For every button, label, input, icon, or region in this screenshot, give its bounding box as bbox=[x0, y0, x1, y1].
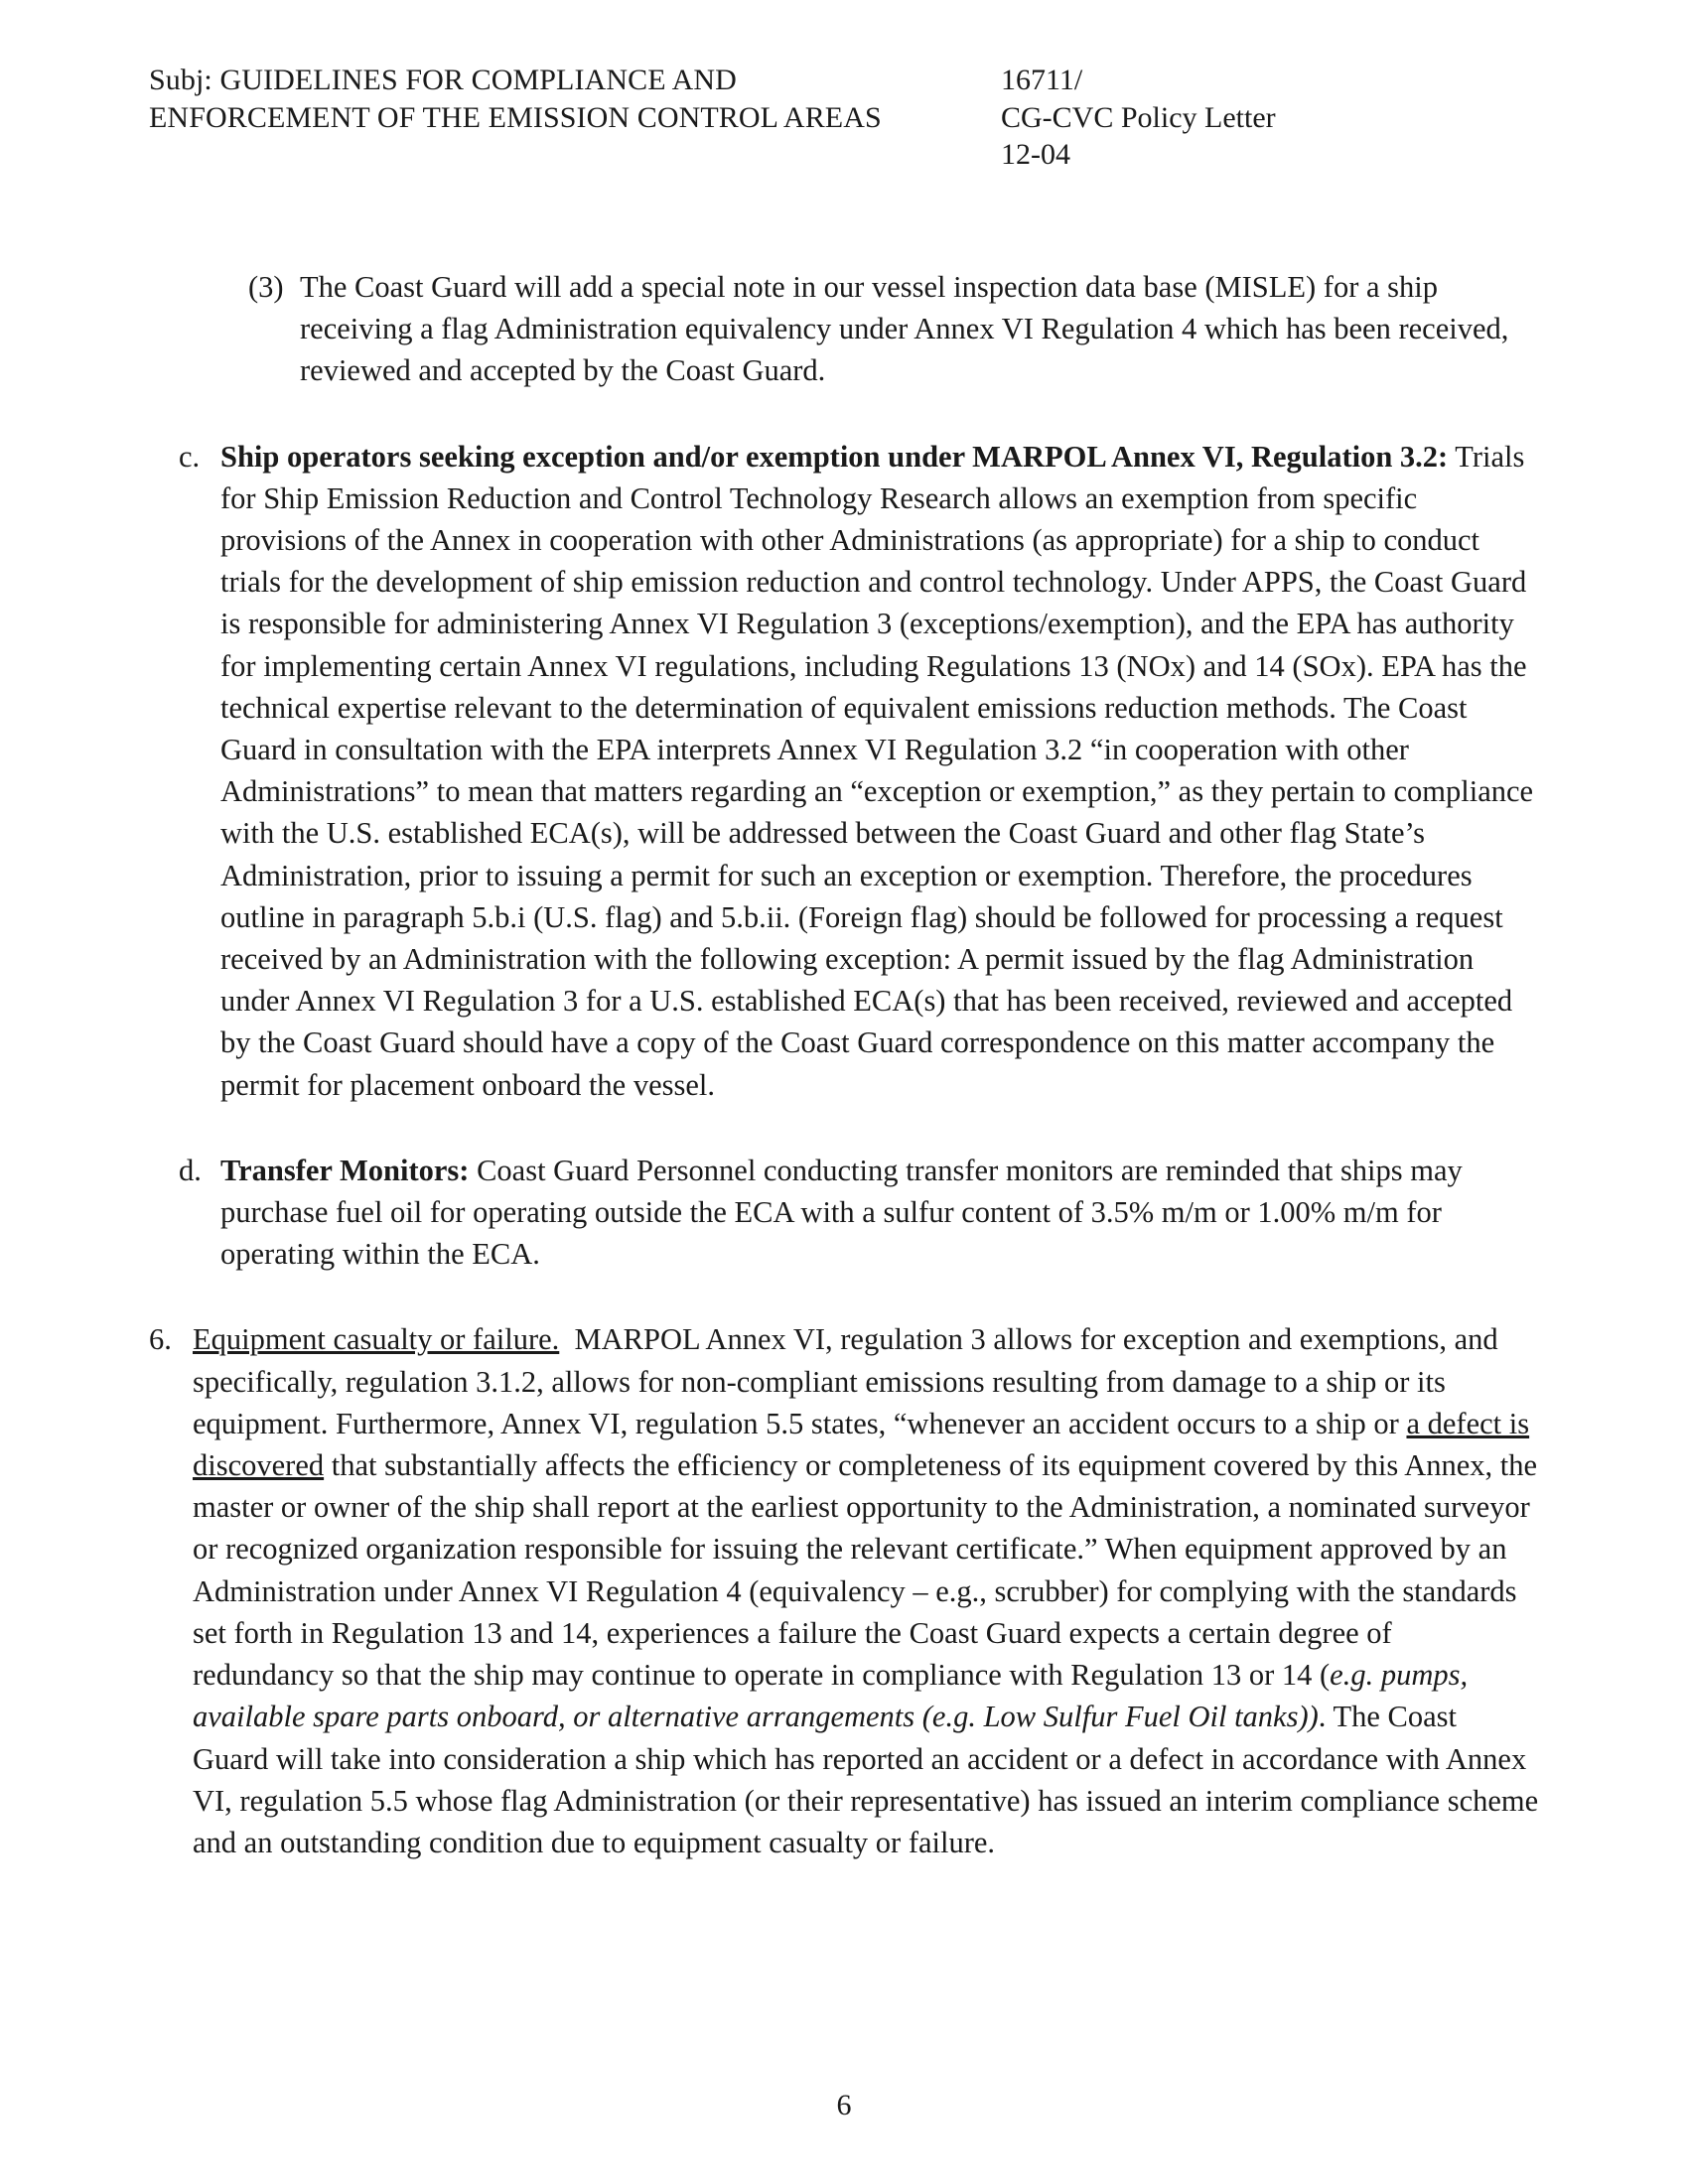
list-item-c bbox=[179, 436, 1539, 1106]
list-item-6 bbox=[149, 1318, 1539, 1863]
item-6-text-part-3: . The Coast Guard will take into consideration a ship which has reported an accident or a defect in accordance with Annex VI, regulation 5.5 whose flag Administration (or their representative) has issued an interim compliance scheme and an outstanding condition due to equipment casualty or failure. bbox=[193, 1700, 1539, 1859]
item-6-underlined-lead: Equipment casualty or failure. bbox=[193, 1322, 560, 1357]
list-item-body bbox=[220, 1150, 1539, 1276]
subject-line-1: Subj: GUIDELINES FOR COMPLIANCE AND bbox=[149, 64, 737, 96]
list-item-text: The Coast Guard will add a special note in our vessel inspection data base (MISLE) for a ship receiving a flag Administration equivalency under Annex VI Regulation 4 which has been received, reviewed and accepted by the Coast Guard. bbox=[300, 270, 1509, 388]
page-header bbox=[149, 62, 1539, 174]
item-6-italic-phrase: e.g. pumps, available spare parts onboard, or alternative arrangements (e.g. Low Sulfur Fuel Oil tanks)) bbox=[193, 1658, 1469, 1734]
list-item-body bbox=[220, 436, 1539, 1106]
item-c-text: Trials for Ship Emission Reduction and Control Technology Research allows an exemption from specific provisions of the Annex in cooperation with other Administrations (as appropriate) for a ship to conduct trials for the development of ship emission reduction and control technology. Under APPS, the Coast Guard is responsible for administering Annex VI Regulation 3 (exceptions/exemption), and the EPA has authority for implementing certain Annex VI regulations, including Regulations 13 (NOx) and 14 (SOx). EPA has the technical expertise relevant to the determination of equivalent emissions reduction methods. The Coast Guard in consultation with the EPA interprets Annex VI Regulation 3.2 “in cooperation with other Administrations” to mean that matters regarding an “exception or exemption,” as they pertain to compliance with the U.S. established ECA(s), will be addressed between the Coast Guard and other flag State’s Administration, prior to issuing a permit for such an exception or exemption. Therefore, the procedures outline in paragraph 5.b.i (U.S. flag) and 5.b.ii. (Foreign flag) should be followed for processing a request received by an Administration with the following exception: A permit issued by the flag Administration under Annex VI Regulation 3 for a U.S. established ECA(s) that has been received, reviewed and accepted by the Coast Guard should have a copy of the Coast Guard correspondence on this matter accompany the permit for placement onboard the vessel. bbox=[220, 439, 1534, 1102]
reference-block bbox=[1001, 62, 1276, 174]
item-6-underlined-phrase: a defect is discovered bbox=[193, 1406, 1530, 1483]
document-body bbox=[149, 266, 1539, 1863]
item-c-bold-lead: Ship operators seeking exception and/or exemption under MARPOL Annex VI, Regulation 3.2: bbox=[220, 439, 1449, 474]
subject-line-2: ENFORCEMENT OF THE EMISSION CONTROL AREAS bbox=[149, 100, 882, 134]
list-marker: (3) bbox=[248, 270, 284, 304]
subject-block bbox=[149, 62, 933, 136]
list-item-body bbox=[193, 1318, 1539, 1863]
list-item-d bbox=[179, 1150, 1539, 1276]
reference-line-1: 16711/ bbox=[1001, 64, 1083, 96]
item-6-text-part-2: that substantially affects the efficiency or completeness of its equipment covered by this Annex, the master or owner of the ship shall report at the earliest opportunity to the Administration, a nominated surveyor or recognized organization responsible for issuing the relevant certificate.” When equipment approved by an Administration under Annex VI Regulation 4 (equivalency – e.g., scrubber) for complying with the standards set forth in Regulation 13 and 14, experiences a failure the Coast Guard expects a certain degree of redundancy so that the ship may continue to operate in compliance with Regulation 13 or 14 ( bbox=[193, 1448, 1538, 1693]
item-6-text-part-1: MARPOL Annex VI, regulation 3 allows for exception and exemptions, and specifically, regulation 3.1.2, allows for non-compliant emissions resulting from damage to a ship or its equipment. Furthermore, Annex VI, regulation 5.5 states, “whenever an accident occurs to a ship or bbox=[193, 1322, 1498, 1440]
reference-line-2: CG-CVC Policy Letter bbox=[1001, 100, 1276, 134]
page-number: 6 bbox=[836, 2089, 852, 2121]
page-footer bbox=[0, 2089, 1688, 2122]
list-marker: c. bbox=[179, 439, 201, 474]
item-d-text: Coast Guard Personnel conducting transfer monitors are reminded that ships may purchase fuel oil for operating outside the ECA with a sulfur content of 3.5% m/m or 1.00% m/m for operating within the ECA. bbox=[220, 1153, 1463, 1272]
item-d-bold-lead: Transfer Monitors: bbox=[220, 1153, 470, 1187]
list-item-3 bbox=[248, 266, 1539, 392]
list-marker: d. bbox=[179, 1153, 202, 1187]
reference-line-3: 12-04 bbox=[1001, 138, 1070, 171]
list-marker: 6. bbox=[149, 1322, 172, 1357]
